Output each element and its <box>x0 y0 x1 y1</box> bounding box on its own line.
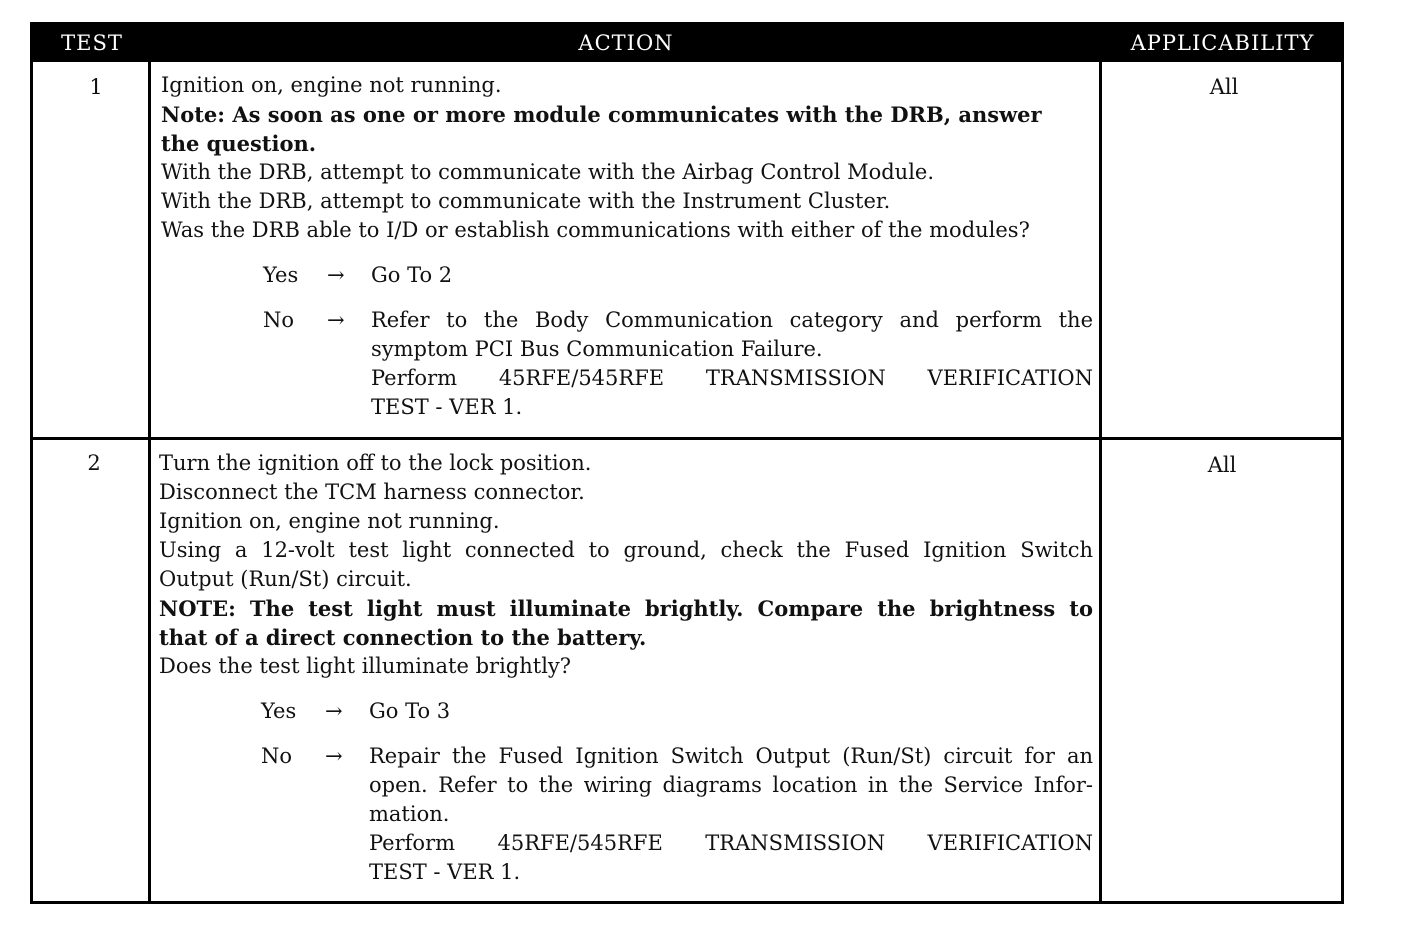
action-note: Note: As soon as one or more module communicates with the DRB, answer <box>161 102 1042 127</box>
no-text-line: mation. <box>369 802 450 826</box>
no-response <box>161 306 1093 422</box>
table-header <box>33 25 1341 62</box>
arrow-right-icon: → <box>327 263 345 287</box>
yes-label: Yes <box>263 263 299 287</box>
row-divider <box>33 437 1341 440</box>
action-note: NOTE: The test light must illuminate brightly. Compare the brightness to <box>159 596 1093 621</box>
header-action: ACTION <box>578 31 674 55</box>
no-text-line: Repair the Fused Ignition Switch Output (Run/St) circuit for an <box>369 744 1093 768</box>
applicability-value: All <box>1207 453 1237 477</box>
no-text-line: Perform 45RFE/545RFE TRANSMISSION VERIFICATION <box>369 831 1093 855</box>
no-label: No <box>261 744 293 768</box>
action-line: Using a 12-volt test light connected to ground, check the Fused Ignition Switch <box>159 538 1093 562</box>
test-number: 1 <box>89 75 103 99</box>
no-text-line: TEST - VER 1. <box>369 860 521 884</box>
column-divider <box>1099 62 1102 901</box>
yes-text: Go To 3 <box>369 699 451 723</box>
no-text-line: Perform 45RFE/545RFE TRANSMISSION VERIFICATION <box>371 366 1093 390</box>
action-cell <box>161 71 1093 422</box>
header-applicability: APPLICABILITY <box>1130 31 1315 55</box>
no-text-line: symptom PCI Bus Communication Failure. <box>371 337 823 361</box>
column-divider <box>148 62 151 901</box>
action-note: that of a direct connection to the battery. <box>159 625 647 650</box>
action-line: Disconnect the TCM harness connector. <box>159 480 585 504</box>
no-text-line: Refer to the Body Communication category and perform the <box>371 308 1093 332</box>
yes-label: Yes <box>261 699 297 723</box>
action-line: Ignition on, engine not running. <box>161 73 502 97</box>
no-label: No <box>263 308 295 332</box>
applicability-value: All <box>1209 75 1239 99</box>
arrow-right-icon: → <box>325 744 343 768</box>
diagnostic-table <box>30 22 1344 904</box>
action-line: Output (Run/St) circuit. <box>159 567 412 591</box>
action-line: With the DRB, attempt to communicate with the Instrument Cluster. <box>161 189 891 213</box>
arrow-right-icon: → <box>325 699 343 723</box>
yes-response <box>159 697 1093 726</box>
yes-text: Go To 2 <box>371 263 453 287</box>
no-text-line: TEST - VER 1. <box>371 395 523 419</box>
action-line: With the DRB, attempt to communicate with the Airbag Control Module. <box>161 160 935 184</box>
action-question: Does the test light illuminate brightly? <box>159 654 572 678</box>
test-number: 2 <box>87 451 101 475</box>
arrow-right-icon: → <box>327 308 345 332</box>
action-question: Was the DRB able to I/D or establish communications with either of the modules? <box>161 218 1030 242</box>
action-note: the question. <box>161 131 317 156</box>
header-test: TEST <box>61 31 123 55</box>
no-response <box>159 742 1093 887</box>
action-line: Ignition on, engine not running. <box>159 509 500 533</box>
no-text-line: open. Refer to the wiring diagrams location in the Service Infor- <box>369 773 1093 797</box>
action-cell <box>159 449 1093 887</box>
no-text <box>369 742 1093 887</box>
action-line: Turn the ignition off to the lock position. <box>159 451 592 475</box>
no-text <box>371 306 1093 422</box>
yes-response <box>161 261 1093 290</box>
